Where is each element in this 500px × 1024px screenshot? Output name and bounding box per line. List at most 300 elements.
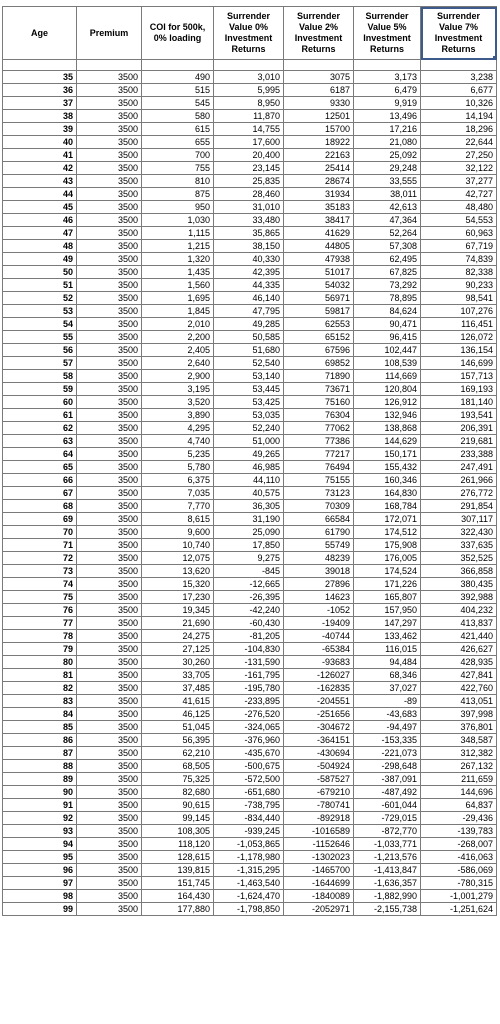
surrender-0pct-cell[interactable]: 20,400 — [214, 149, 284, 162]
surrender-0pct-cell[interactable]: -376,960 — [214, 734, 284, 747]
surrender-5pct-cell[interactable]: -89 — [354, 695, 421, 708]
age-cell[interactable]: 43 — [3, 175, 77, 188]
surrender-2pct-cell[interactable]: 38417 — [284, 214, 354, 227]
premium-cell[interactable]: 3500 — [77, 84, 142, 97]
premium-cell[interactable]: 3500 — [77, 175, 142, 188]
surrender-7pct-cell[interactable]: 42,727 — [421, 188, 497, 201]
surrender-0pct-cell[interactable]: 46,140 — [214, 292, 284, 305]
surrender-2pct-cell[interactable]: 41629 — [284, 227, 354, 240]
coi-cell[interactable]: 4,295 — [142, 422, 214, 435]
coi-cell[interactable]: 17,230 — [142, 591, 214, 604]
surrender-2pct-cell[interactable]: -65384 — [284, 643, 354, 656]
header-premium[interactable]: Premium — [77, 7, 142, 60]
coi-cell[interactable]: 75,325 — [142, 773, 214, 786]
surrender-2pct-cell[interactable]: 55749 — [284, 539, 354, 552]
coi-cell[interactable]: 3,890 — [142, 409, 214, 422]
surrender-0pct-cell[interactable]: 25,090 — [214, 526, 284, 539]
surrender-2pct-cell[interactable]: 67596 — [284, 344, 354, 357]
surrender-5pct-cell[interactable]: 174,512 — [354, 526, 421, 539]
premium-cell[interactable]: 3500 — [77, 851, 142, 864]
surrender-5pct-cell[interactable]: 172,071 — [354, 513, 421, 526]
surrender-0pct-cell[interactable]: 8,950 — [214, 97, 284, 110]
premium-cell[interactable]: 3500 — [77, 383, 142, 396]
surrender-0pct-cell[interactable]: 9,275 — [214, 552, 284, 565]
surrender-7pct-cell[interactable]: 261,966 — [421, 474, 497, 487]
coi-cell[interactable]: 164,430 — [142, 890, 214, 903]
surrender-2pct-cell[interactable]: -19409 — [284, 617, 354, 630]
age-cell[interactable]: 68 — [3, 500, 77, 513]
premium-cell[interactable]: 3500 — [77, 825, 142, 838]
surrender-7pct-cell[interactable]: 337,635 — [421, 539, 497, 552]
premium-cell[interactable]: 3500 — [77, 682, 142, 695]
coi-cell[interactable]: 2,900 — [142, 370, 214, 383]
surrender-0pct-cell[interactable]: 5,995 — [214, 84, 284, 97]
surrender-0pct-cell[interactable]: 53,035 — [214, 409, 284, 422]
coi-cell[interactable]: 15,320 — [142, 578, 214, 591]
age-cell[interactable]: 67 — [3, 487, 77, 500]
premium-cell[interactable]: 3500 — [77, 188, 142, 201]
coi-cell[interactable]: 1,435 — [142, 266, 214, 279]
surrender-7pct-cell[interactable]: 291,854 — [421, 500, 497, 513]
age-cell[interactable]: 59 — [3, 383, 77, 396]
surrender-0pct-cell[interactable]: -276,520 — [214, 708, 284, 721]
premium-cell[interactable]: 3500 — [77, 591, 142, 604]
age-cell[interactable]: 78 — [3, 630, 77, 643]
premium-cell[interactable]: 3500 — [77, 877, 142, 890]
header-coi[interactable]: COI for 500k, 0% loading — [142, 7, 214, 60]
surrender-7pct-cell[interactable]: 247,491 — [421, 461, 497, 474]
premium-cell[interactable]: 3500 — [77, 552, 142, 565]
premium-cell[interactable]: 3500 — [77, 773, 142, 786]
surrender-5pct-cell[interactable]: -1,636,357 — [354, 877, 421, 890]
premium-cell[interactable]: 3500 — [77, 461, 142, 474]
age-cell[interactable]: 70 — [3, 526, 77, 539]
surrender-2pct-cell[interactable]: 9330 — [284, 97, 354, 110]
surrender-5pct-cell[interactable]: 114,669 — [354, 370, 421, 383]
surrender-2pct-cell[interactable]: 71890 — [284, 370, 354, 383]
surrender-0pct-cell[interactable]: -500,675 — [214, 760, 284, 773]
surrender-5pct-cell[interactable]: 133,462 — [354, 630, 421, 643]
surrender-0pct-cell[interactable]: -1,463,540 — [214, 877, 284, 890]
surrender-2pct-cell[interactable]: 77386 — [284, 435, 354, 448]
surrender-5pct-cell[interactable]: 171,226 — [354, 578, 421, 591]
surrender-2pct-cell[interactable]: 44805 — [284, 240, 354, 253]
surrender-2pct-cell[interactable]: 31934 — [284, 188, 354, 201]
premium-cell[interactable]: 3500 — [77, 136, 142, 149]
age-cell[interactable]: 44 — [3, 188, 77, 201]
surrender-0pct-cell[interactable]: -572,500 — [214, 773, 284, 786]
coi-cell[interactable]: 46,125 — [142, 708, 214, 721]
surrender-5pct-cell[interactable]: 38,011 — [354, 188, 421, 201]
coi-cell[interactable]: 7,035 — [142, 487, 214, 500]
surrender-0pct-cell[interactable]: -60,430 — [214, 617, 284, 630]
age-cell[interactable]: 77 — [3, 617, 77, 630]
surrender-0pct-cell[interactable]: 47,795 — [214, 305, 284, 318]
surrender-7pct-cell[interactable]: 322,430 — [421, 526, 497, 539]
premium-cell[interactable]: 3500 — [77, 201, 142, 214]
surrender-2pct-cell[interactable]: -679210 — [284, 786, 354, 799]
age-cell[interactable]: 61 — [3, 409, 77, 422]
coi-cell[interactable]: 1,845 — [142, 305, 214, 318]
surrender-0pct-cell[interactable]: -195,780 — [214, 682, 284, 695]
coi-cell[interactable]: 21,690 — [142, 617, 214, 630]
age-cell[interactable]: 60 — [3, 396, 77, 409]
surrender-0pct-cell[interactable]: 23,145 — [214, 162, 284, 175]
surrender-0pct-cell[interactable]: 28,460 — [214, 188, 284, 201]
surrender-5pct-cell[interactable]: 165,807 — [354, 591, 421, 604]
surrender-2pct-cell[interactable]: 59817 — [284, 305, 354, 318]
coi-cell[interactable]: 10,740 — [142, 539, 214, 552]
age-cell[interactable]: 82 — [3, 682, 77, 695]
surrender-5pct-cell[interactable]: 57,308 — [354, 240, 421, 253]
age-cell[interactable]: 88 — [3, 760, 77, 773]
surrender-0pct-cell[interactable]: 33,480 — [214, 214, 284, 227]
surrender-5pct-cell[interactable]: 67,825 — [354, 266, 421, 279]
surrender-7pct-cell[interactable]: 312,382 — [421, 747, 497, 760]
coi-cell[interactable]: 33,705 — [142, 669, 214, 682]
empty-cell[interactable] — [421, 60, 497, 71]
premium-cell[interactable]: 3500 — [77, 812, 142, 825]
premium-cell[interactable]: 3500 — [77, 331, 142, 344]
age-cell[interactable]: 81 — [3, 669, 77, 682]
surrender-7pct-cell[interactable]: 67,719 — [421, 240, 497, 253]
surrender-0pct-cell[interactable]: 14,755 — [214, 123, 284, 136]
surrender-5pct-cell[interactable]: 21,080 — [354, 136, 421, 149]
surrender-2pct-cell[interactable]: 48239 — [284, 552, 354, 565]
surrender-2pct-cell[interactable]: -1840089 — [284, 890, 354, 903]
surrender-5pct-cell[interactable]: 33,555 — [354, 175, 421, 188]
surrender-2pct-cell[interactable]: -1016589 — [284, 825, 354, 838]
premium-cell[interactable]: 3500 — [77, 344, 142, 357]
surrender-2pct-cell[interactable]: 35183 — [284, 201, 354, 214]
age-cell[interactable]: 62 — [3, 422, 77, 435]
surrender-0pct-cell[interactable]: 40,575 — [214, 487, 284, 500]
coi-cell[interactable]: 99,145 — [142, 812, 214, 825]
surrender-0pct-cell[interactable]: -131,590 — [214, 656, 284, 669]
surrender-0pct-cell[interactable]: 11,870 — [214, 110, 284, 123]
age-cell[interactable]: 52 — [3, 292, 77, 305]
age-cell[interactable]: 97 — [3, 877, 77, 890]
surrender-7pct-cell[interactable]: 428,935 — [421, 656, 497, 669]
coi-cell[interactable]: 1,030 — [142, 214, 214, 227]
surrender-0pct-cell[interactable]: -1,624,470 — [214, 890, 284, 903]
surrender-0pct-cell[interactable]: 50,585 — [214, 331, 284, 344]
header-age[interactable]: Age — [3, 7, 77, 60]
surrender-2pct-cell[interactable]: 77062 — [284, 422, 354, 435]
surrender-7pct-cell[interactable]: 206,391 — [421, 422, 497, 435]
surrender-5pct-cell[interactable]: 96,415 — [354, 331, 421, 344]
empty-cell[interactable] — [214, 60, 284, 71]
coi-cell[interactable]: 90,615 — [142, 799, 214, 812]
coi-cell[interactable]: 1,695 — [142, 292, 214, 305]
age-cell[interactable]: 85 — [3, 721, 77, 734]
surrender-0pct-cell[interactable]: 31,010 — [214, 201, 284, 214]
surrender-7pct-cell[interactable]: 157,713 — [421, 370, 497, 383]
surrender-5pct-cell[interactable]: 102,447 — [354, 344, 421, 357]
surrender-2pct-cell[interactable]: 12501 — [284, 110, 354, 123]
surrender-0pct-cell[interactable]: -435,670 — [214, 747, 284, 760]
surrender-0pct-cell[interactable]: 49,285 — [214, 318, 284, 331]
premium-cell[interactable]: 3500 — [77, 864, 142, 877]
surrender-5pct-cell[interactable]: 37,027 — [354, 682, 421, 695]
surrender-2pct-cell[interactable]: -304672 — [284, 721, 354, 734]
header-surrender-0pct[interactable]: Surrender Value 0% Investment Returns — [214, 7, 284, 60]
age-cell[interactable]: 42 — [3, 162, 77, 175]
surrender-7pct-cell[interactable]: 144,696 — [421, 786, 497, 799]
age-cell[interactable]: 48 — [3, 240, 77, 253]
coi-cell[interactable]: 2,200 — [142, 331, 214, 344]
surrender-7pct-cell[interactable]: 413,051 — [421, 695, 497, 708]
surrender-5pct-cell[interactable]: 3,173 — [354, 71, 421, 84]
age-cell[interactable]: 94 — [3, 838, 77, 851]
surrender-5pct-cell[interactable]: 164,830 — [354, 487, 421, 500]
surrender-2pct-cell[interactable]: -40744 — [284, 630, 354, 643]
coi-cell[interactable]: 19,345 — [142, 604, 214, 617]
empty-cell[interactable] — [354, 60, 421, 71]
surrender-2pct-cell[interactable]: 62553 — [284, 318, 354, 331]
surrender-7pct-cell[interactable]: 366,858 — [421, 565, 497, 578]
surrender-5pct-cell[interactable]: -1,033,771 — [354, 838, 421, 851]
surrender-2pct-cell[interactable]: 18922 — [284, 136, 354, 149]
surrender-0pct-cell[interactable]: 17,600 — [214, 136, 284, 149]
surrender-2pct-cell[interactable]: 6187 — [284, 84, 354, 97]
surrender-2pct-cell[interactable]: -1152646 — [284, 838, 354, 851]
premium-cell[interactable]: 3500 — [77, 708, 142, 721]
surrender-5pct-cell[interactable]: -487,492 — [354, 786, 421, 799]
surrender-5pct-cell[interactable]: 157,950 — [354, 604, 421, 617]
surrender-0pct-cell[interactable]: 36,305 — [214, 500, 284, 513]
age-cell[interactable]: 73 — [3, 565, 77, 578]
surrender-0pct-cell[interactable]: 44,110 — [214, 474, 284, 487]
surrender-2pct-cell[interactable]: -2052971 — [284, 903, 354, 916]
premium-cell[interactable]: 3500 — [77, 526, 142, 539]
coi-cell[interactable]: 6,375 — [142, 474, 214, 487]
premium-cell[interactable]: 3500 — [77, 110, 142, 123]
age-cell[interactable]: 55 — [3, 331, 77, 344]
surrender-2pct-cell[interactable]: 65152 — [284, 331, 354, 344]
age-cell[interactable]: 57 — [3, 357, 77, 370]
surrender-7pct-cell[interactable]: 193,541 — [421, 409, 497, 422]
age-cell[interactable]: 79 — [3, 643, 77, 656]
premium-cell[interactable]: 3500 — [77, 318, 142, 331]
age-cell[interactable]: 72 — [3, 552, 77, 565]
coi-cell[interactable]: 24,275 — [142, 630, 214, 643]
premium-cell[interactable]: 3500 — [77, 565, 142, 578]
age-cell[interactable]: 93 — [3, 825, 77, 838]
surrender-0pct-cell[interactable]: -1,798,850 — [214, 903, 284, 916]
surrender-7pct-cell[interactable]: 64,837 — [421, 799, 497, 812]
premium-cell[interactable]: 3500 — [77, 123, 142, 136]
coi-cell[interactable]: 8,615 — [142, 513, 214, 526]
age-cell[interactable]: 87 — [3, 747, 77, 760]
surrender-5pct-cell[interactable]: 116,015 — [354, 643, 421, 656]
surrender-0pct-cell[interactable]: 53,140 — [214, 370, 284, 383]
surrender-7pct-cell[interactable]: -1,251,624 — [421, 903, 497, 916]
surrender-7pct-cell[interactable]: 82,338 — [421, 266, 497, 279]
coi-cell[interactable]: 580 — [142, 110, 214, 123]
surrender-5pct-cell[interactable]: 47,364 — [354, 214, 421, 227]
surrender-7pct-cell[interactable]: -780,315 — [421, 877, 497, 890]
age-cell[interactable]: 96 — [3, 864, 77, 877]
surrender-7pct-cell[interactable]: 392,988 — [421, 591, 497, 604]
surrender-7pct-cell[interactable]: 3,238 — [421, 71, 497, 84]
age-cell[interactable]: 41 — [3, 149, 77, 162]
premium-cell[interactable]: 3500 — [77, 396, 142, 409]
surrender-0pct-cell[interactable]: 53,425 — [214, 396, 284, 409]
age-cell[interactable]: 75 — [3, 591, 77, 604]
surrender-0pct-cell[interactable]: -81,205 — [214, 630, 284, 643]
surrender-5pct-cell[interactable]: 138,868 — [354, 422, 421, 435]
age-cell[interactable]: 66 — [3, 474, 77, 487]
surrender-7pct-cell[interactable]: 307,117 — [421, 513, 497, 526]
age-cell[interactable]: 46 — [3, 214, 77, 227]
premium-cell[interactable]: 3500 — [77, 474, 142, 487]
surrender-5pct-cell[interactable]: 90,471 — [354, 318, 421, 331]
age-cell[interactable]: 53 — [3, 305, 77, 318]
surrender-7pct-cell[interactable]: 48,480 — [421, 201, 497, 214]
surrender-5pct-cell[interactable]: 25,092 — [354, 149, 421, 162]
surrender-0pct-cell[interactable]: -834,440 — [214, 812, 284, 825]
surrender-2pct-cell[interactable]: 75155 — [284, 474, 354, 487]
surrender-7pct-cell[interactable]: 413,837 — [421, 617, 497, 630]
surrender-5pct-cell[interactable]: 147,297 — [354, 617, 421, 630]
surrender-5pct-cell[interactable]: -1,882,990 — [354, 890, 421, 903]
surrender-7pct-cell[interactable]: 14,194 — [421, 110, 497, 123]
age-cell[interactable]: 37 — [3, 97, 77, 110]
surrender-2pct-cell[interactable]: 51017 — [284, 266, 354, 279]
surrender-7pct-cell[interactable]: 6,677 — [421, 84, 497, 97]
surrender-5pct-cell[interactable]: 17,216 — [354, 123, 421, 136]
surrender-7pct-cell[interactable]: -139,783 — [421, 825, 497, 838]
coi-cell[interactable]: 1,115 — [142, 227, 214, 240]
surrender-5pct-cell[interactable]: 126,912 — [354, 396, 421, 409]
age-cell[interactable]: 86 — [3, 734, 77, 747]
premium-cell[interactable]: 3500 — [77, 71, 142, 84]
premium-cell[interactable]: 3500 — [77, 214, 142, 227]
surrender-2pct-cell[interactable]: -126027 — [284, 669, 354, 682]
surrender-2pct-cell[interactable]: 39018 — [284, 565, 354, 578]
premium-cell[interactable]: 3500 — [77, 617, 142, 630]
premium-cell[interactable]: 3500 — [77, 721, 142, 734]
surrender-2pct-cell[interactable]: 73123 — [284, 487, 354, 500]
age-cell[interactable]: 76 — [3, 604, 77, 617]
surrender-2pct-cell[interactable]: 22163 — [284, 149, 354, 162]
age-cell[interactable]: 50 — [3, 266, 77, 279]
surrender-5pct-cell[interactable]: 78,895 — [354, 292, 421, 305]
premium-cell[interactable]: 3500 — [77, 357, 142, 370]
surrender-7pct-cell[interactable]: 397,998 — [421, 708, 497, 721]
premium-cell[interactable]: 3500 — [77, 487, 142, 500]
surrender-5pct-cell[interactable]: 68,346 — [354, 669, 421, 682]
age-cell[interactable]: 58 — [3, 370, 77, 383]
surrender-2pct-cell[interactable]: 54032 — [284, 279, 354, 292]
surrender-5pct-cell[interactable]: 62,495 — [354, 253, 421, 266]
premium-cell[interactable]: 3500 — [77, 370, 142, 383]
premium-cell[interactable]: 3500 — [77, 578, 142, 591]
surrender-2pct-cell[interactable]: 28674 — [284, 175, 354, 188]
surrender-7pct-cell[interactable]: 54,553 — [421, 214, 497, 227]
surrender-7pct-cell[interactable]: -29,436 — [421, 812, 497, 825]
surrender-0pct-cell[interactable]: 3,010 — [214, 71, 284, 84]
surrender-5pct-cell[interactable]: -153,335 — [354, 734, 421, 747]
surrender-0pct-cell[interactable]: 52,540 — [214, 357, 284, 370]
surrender-7pct-cell[interactable]: 276,772 — [421, 487, 497, 500]
empty-cell[interactable] — [77, 60, 142, 71]
age-cell[interactable]: 64 — [3, 448, 77, 461]
coi-cell[interactable]: 151,745 — [142, 877, 214, 890]
surrender-2pct-cell[interactable]: -1302023 — [284, 851, 354, 864]
surrender-0pct-cell[interactable]: 25,835 — [214, 175, 284, 188]
age-cell[interactable]: 39 — [3, 123, 77, 136]
surrender-5pct-cell[interactable]: -2,155,738 — [354, 903, 421, 916]
age-cell[interactable]: 80 — [3, 656, 77, 669]
age-cell[interactable]: 65 — [3, 461, 77, 474]
surrender-0pct-cell[interactable]: -651,680 — [214, 786, 284, 799]
surrender-0pct-cell[interactable]: -324,065 — [214, 721, 284, 734]
surrender-2pct-cell[interactable]: -430694 — [284, 747, 354, 760]
coi-cell[interactable]: 615 — [142, 123, 214, 136]
surrender-5pct-cell[interactable]: 175,908 — [354, 539, 421, 552]
surrender-2pct-cell[interactable]: -1052 — [284, 604, 354, 617]
coi-cell[interactable]: 51,045 — [142, 721, 214, 734]
age-cell[interactable]: 99 — [3, 903, 77, 916]
coi-cell[interactable]: 4,740 — [142, 435, 214, 448]
surrender-5pct-cell[interactable]: 168,784 — [354, 500, 421, 513]
coi-cell[interactable]: 515 — [142, 84, 214, 97]
empty-cell[interactable] — [142, 60, 214, 71]
surrender-0pct-cell[interactable]: -845 — [214, 565, 284, 578]
premium-cell[interactable]: 3500 — [77, 227, 142, 240]
age-cell[interactable]: 63 — [3, 435, 77, 448]
premium-cell[interactable]: 3500 — [77, 97, 142, 110]
surrender-7pct-cell[interactable]: 90,233 — [421, 279, 497, 292]
surrender-7pct-cell[interactable]: 352,525 — [421, 552, 497, 565]
surrender-0pct-cell[interactable]: 44,335 — [214, 279, 284, 292]
surrender-5pct-cell[interactable]: -387,091 — [354, 773, 421, 786]
surrender-5pct-cell[interactable]: 13,496 — [354, 110, 421, 123]
coi-cell[interactable]: 1,560 — [142, 279, 214, 292]
surrender-7pct-cell[interactable]: 380,435 — [421, 578, 497, 591]
surrender-2pct-cell[interactable]: -162835 — [284, 682, 354, 695]
surrender-7pct-cell[interactable]: 27,250 — [421, 149, 497, 162]
surrender-0pct-cell[interactable]: -738,795 — [214, 799, 284, 812]
surrender-2pct-cell[interactable]: -1465700 — [284, 864, 354, 877]
surrender-2pct-cell[interactable]: 3075 — [284, 71, 354, 84]
surrender-5pct-cell[interactable]: -221,073 — [354, 747, 421, 760]
surrender-2pct-cell[interactable]: -93683 — [284, 656, 354, 669]
coi-cell[interactable]: 12,075 — [142, 552, 214, 565]
coi-cell[interactable]: 5,235 — [142, 448, 214, 461]
surrender-2pct-cell[interactable]: -504924 — [284, 760, 354, 773]
surrender-0pct-cell[interactable]: 49,265 — [214, 448, 284, 461]
empty-cell[interactable] — [3, 60, 77, 71]
surrender-0pct-cell[interactable]: -104,830 — [214, 643, 284, 656]
surrender-5pct-cell[interactable]: 155,432 — [354, 461, 421, 474]
surrender-7pct-cell[interactable]: -416,063 — [421, 851, 497, 864]
coi-cell[interactable]: 1,320 — [142, 253, 214, 266]
surrender-5pct-cell[interactable]: 108,539 — [354, 357, 421, 370]
age-cell[interactable]: 51 — [3, 279, 77, 292]
surrender-7pct-cell[interactable]: -268,007 — [421, 838, 497, 851]
age-cell[interactable]: 95 — [3, 851, 77, 864]
surrender-7pct-cell[interactable]: 32,122 — [421, 162, 497, 175]
premium-cell[interactable]: 3500 — [77, 656, 142, 669]
surrender-5pct-cell[interactable]: 144,629 — [354, 435, 421, 448]
header-surrender-2pct[interactable]: Surrender Value 2% Investment Returns — [284, 7, 354, 60]
age-cell[interactable]: 91 — [3, 799, 77, 812]
surrender-2pct-cell[interactable]: 61790 — [284, 526, 354, 539]
surrender-5pct-cell[interactable]: 52,264 — [354, 227, 421, 240]
